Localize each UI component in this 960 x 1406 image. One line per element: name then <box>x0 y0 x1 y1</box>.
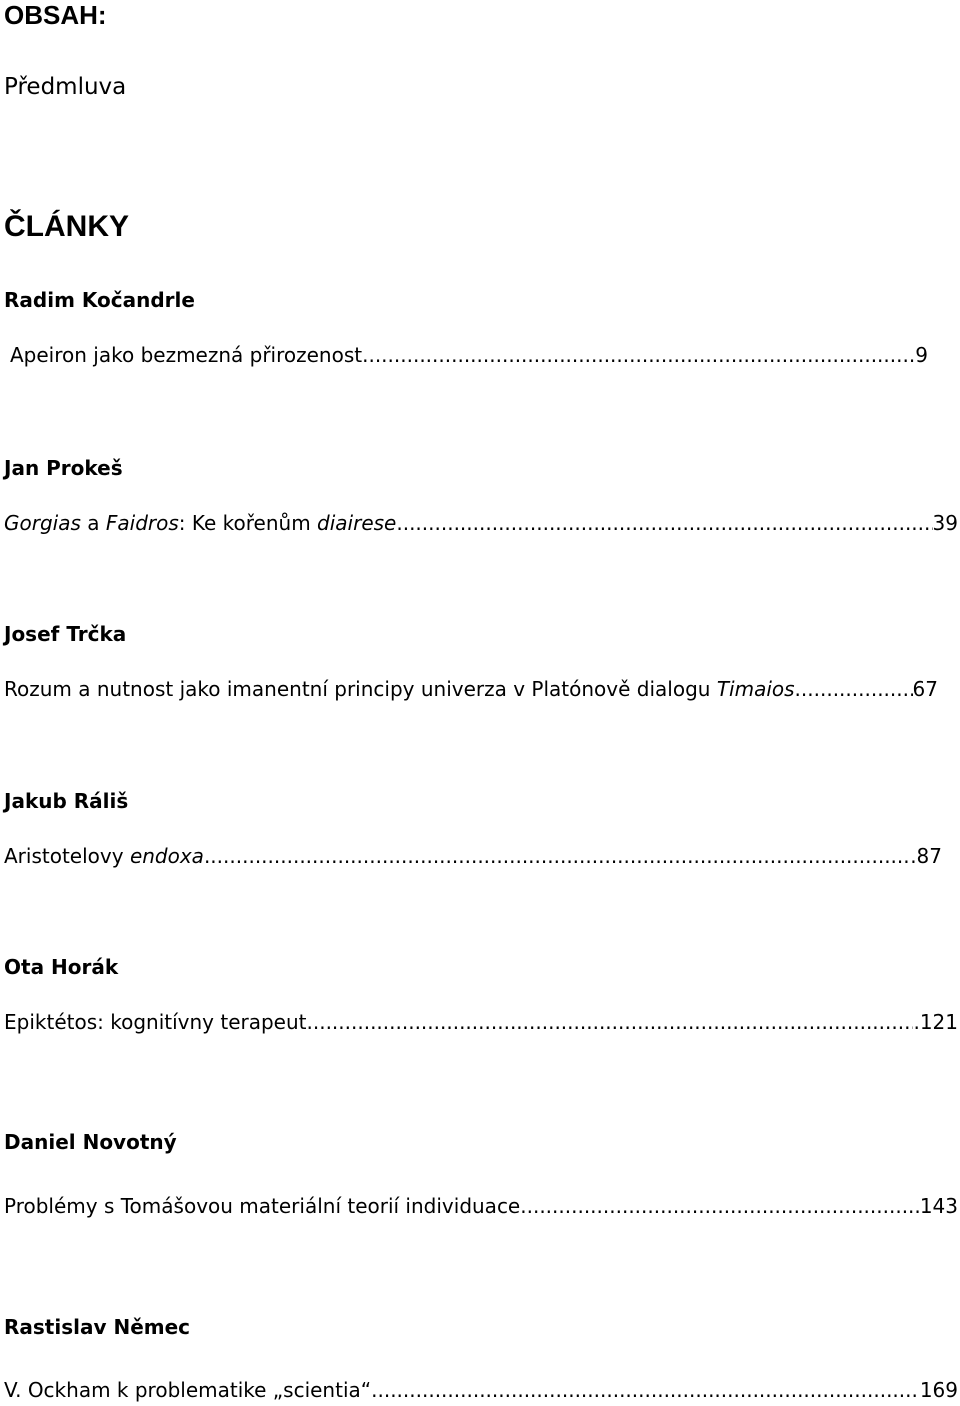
page-number: 67 <box>912 677 938 701</box>
author-name: Jakub Ráliš <box>4 789 129 813</box>
entry-title: Gorgias a Faidros: Ke kořenům diairese <box>4 511 397 535</box>
page-number: 143 <box>919 1194 958 1218</box>
section-title: ČLÁNKY <box>4 210 129 243</box>
toc-entry[interactable] <box>10 343 928 367</box>
author-name: Daniel Novotný <box>4 1130 177 1154</box>
entry-title: Epiktétos: kognitívny terapeut <box>4 1010 307 1034</box>
author-name: Josef Trčka <box>4 622 127 646</box>
toc-entry[interactable] <box>4 677 938 701</box>
toc-entry[interactable] <box>4 1010 958 1034</box>
toc-entry[interactable] <box>4 1378 958 1402</box>
toc-entry[interactable] <box>4 1194 958 1218</box>
dot-leader <box>396 511 932 535</box>
author-name: Ota Horák <box>4 955 119 979</box>
entry-title: Problémy s Tomášovou materiální teorií individuace <box>4 1194 521 1218</box>
dot-leader <box>371 1378 920 1402</box>
toc-entry-preface[interactable]: Předmluva <box>4 74 127 100</box>
page-number: .121 <box>913 1010 958 1034</box>
toc-entry[interactable] <box>4 844 942 868</box>
dot-leader <box>362 343 915 367</box>
dot-leader <box>795 677 913 701</box>
author-name: Rastislav Němec <box>4 1315 191 1339</box>
toc-entry[interactable] <box>4 511 958 535</box>
page-number: .87 <box>910 844 942 868</box>
entry-title: V. Ockham k problematike „scientia“ <box>4 1378 372 1402</box>
page-heading: OBSAH: <box>4 0 107 30</box>
entry-title: Aristotelovy endoxa <box>4 844 204 868</box>
author-name: Jan Prokeš <box>4 456 123 480</box>
dot-leader <box>307 1010 914 1034</box>
entry-title: Rozum a nutnost jako imanentní principy univerza v Platónově dialogu Timaios <box>4 677 795 701</box>
page-number: 39 <box>932 511 958 535</box>
entry-title: Apeiron jako bezmezná přirozenost <box>10 343 363 367</box>
page-number: 9 <box>915 343 928 367</box>
dot-leader <box>204 844 910 868</box>
dot-leader <box>520 1194 920 1218</box>
page-number: 169 <box>919 1378 958 1402</box>
author-name: Radim Kočandrle <box>4 288 195 312</box>
